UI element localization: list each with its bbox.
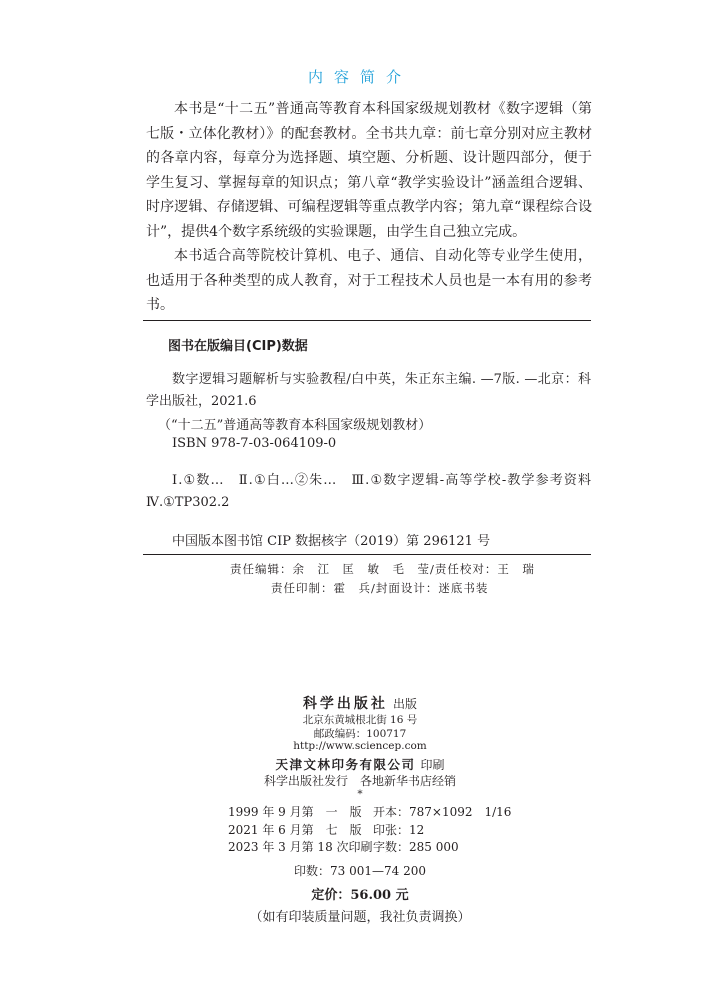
cip-bottom-rule — [143, 554, 591, 555]
separator-star: * — [357, 788, 363, 800]
printer-line — [0, 754, 720, 773]
publisher-line — [0, 693, 720, 713]
staff-line-editors: 责任编辑：余 江 匡 敏 毛 莹/责任校对：王 瑞 — [230, 562, 535, 576]
cip-isbn: ISBN 978-7-03-064109-0 — [172, 436, 337, 451]
summary-title: 内容简介 — [307, 68, 412, 86]
printer-name: 天津文林印务有限公司 — [275, 757, 416, 772]
publisher-name: 科学出版社 — [302, 696, 388, 712]
publisher-postcode: 邮政编码：100717 — [313, 728, 407, 740]
pubinfo-row — [228, 803, 511, 821]
summary-paragraph-2: 本书适合高等院校计算机、电子、通信、自动化等专业学生使用，也适用于各种类型的成人教育，对于工程技术人员也是一本有用的参考书。 — [146, 248, 592, 313]
price: 定价：56.00 元 — [311, 888, 409, 903]
cip-top-rule — [143, 320, 591, 321]
distribution-line: 科学出版社发行 各地新华书店经销 — [263, 774, 456, 788]
pubinfo-row — [228, 838, 511, 856]
cip-series: （“十二五”普通高等教育本科国家级规划教材） — [158, 418, 432, 433]
edition-cell: 1999 年 9 月第 一 版 — [228, 805, 362, 819]
cip-heading: 图书在版编目(CIP)数据 — [168, 339, 308, 354]
spec-cell: 开本：787×1092 1/16 — [373, 805, 512, 819]
printer-suffix: 印刷 — [420, 758, 445, 772]
publisher-suffix: 出版 — [393, 697, 418, 711]
pubinfo-row — [228, 821, 511, 839]
edition-cell: 2021 年 6 月第 七 版 — [228, 822, 362, 837]
print-run: 印数：73 001—74 200 — [294, 864, 426, 878]
spec-cell: 印张：12 — [373, 822, 425, 837]
summary-body — [146, 97, 592, 318]
staff-line-production: 责任印制：霍 兵/封面设计：迷底书装 — [271, 581, 489, 595]
spec-cell: 字数：285 000 — [373, 840, 459, 854]
cip-record: 中国版本图书馆 CIP 数据核字（2019）第 296121 号 — [172, 534, 491, 549]
quality-notice: （如有印装质量问题，我社负责调换） — [249, 910, 471, 925]
cip-subjects: Ⅰ.①数… Ⅱ.①白…②朱… Ⅲ.①数字逻辑-高等学校-教学参考资料 Ⅳ.①TP302.2 — [146, 473, 605, 510]
cip-entry: 数字逻辑习题解析与实验教程/白中英，朱正东主编. —7版. —北京：科学出版社，2021.6 — [146, 372, 591, 409]
publisher-address: 北京东黄城根北街 16 号 — [302, 714, 418, 726]
edition-cell: 2023 年 3 月第 18 次印刷 — [228, 840, 373, 854]
publisher-url: http://www.sciencep.com — [293, 740, 427, 752]
publication-info-table — [228, 803, 511, 856]
summary-paragraph-1: 本书是“十二五”普通高等教育本科国家级规划教材《数字逻辑（第七版・立体化教材）》的配套教材。全书共九章：前七章分别对应主教材的各章内容，每章分为选择题、填空题、分析题、设计题四部分，便于学生复习、掌握每章的知识点；第八章“教学实验设计”涵盖组合逻辑、时序逻辑、存储逻辑、可编程逻辑等重点教学内容；第九章“课程综合设计”，提供4个数字系统级的实验课题，由学生自己独立完成。 — [146, 101, 592, 240]
